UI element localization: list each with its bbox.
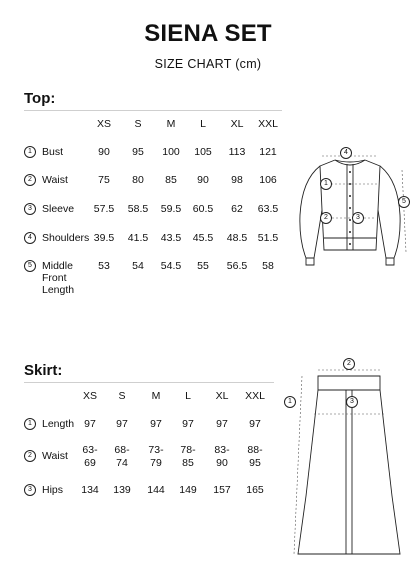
- top-section-rule: [24, 110, 282, 111]
- measurement-value: 39.5: [93, 232, 115, 244]
- page-subtitle: SIZE CHART (cm): [154, 57, 262, 71]
- measurement-value: 59.5: [160, 203, 182, 215]
- measurement-number: 1: [24, 418, 36, 430]
- measurement-number: 2: [24, 450, 36, 462]
- measurement-value: 97: [182, 418, 194, 430]
- measurement-value: 97: [84, 418, 96, 430]
- measurement-value: 121: [259, 146, 277, 158]
- measurement-value: 97: [216, 418, 228, 430]
- measurement-number: 4: [24, 232, 36, 244]
- measurement-value: 83- 90: [214, 444, 230, 469]
- measurement-value: 106: [259, 174, 277, 186]
- measurement-name: Bust: [42, 146, 64, 158]
- measurement-value: 90: [98, 146, 110, 158]
- measurement-value: 88- 95: [247, 444, 263, 469]
- measurement-value: 43.5: [160, 232, 182, 244]
- size-header: S: [118, 390, 126, 402]
- measurement-name: Middle Front Length: [42, 260, 75, 296]
- top-marker-4: 4: [340, 147, 352, 159]
- measurement-label: [24, 203, 82, 215]
- measurement-value: 75: [98, 174, 110, 186]
- measurement-value: 113: [228, 146, 246, 158]
- size-header: L: [185, 390, 191, 402]
- size-header: XS: [82, 390, 97, 402]
- skirt-section-title: Skirt:: [24, 362, 63, 379]
- measurement-name: Shoulders: [42, 232, 90, 244]
- measurement-value: 57.5: [93, 203, 115, 215]
- top-section-title: Top:: [24, 90, 56, 107]
- size-header: XL: [215, 390, 229, 402]
- top-marker-5: 5: [398, 196, 410, 208]
- size-header: L: [200, 118, 206, 130]
- size-header: XXL: [258, 118, 278, 130]
- skirt-marker-2: 2: [343, 358, 355, 370]
- measurement-value: 51.5: [257, 232, 279, 244]
- measurement-value: 134: [81, 484, 99, 496]
- size-header: XL: [230, 118, 244, 130]
- measurement-value: 55: [197, 260, 209, 272]
- size-header: XS: [96, 118, 111, 130]
- skirt-marker-3: 3: [346, 396, 358, 408]
- measurement-value: 105: [194, 146, 212, 158]
- measurement-name: Length: [42, 418, 75, 430]
- measurement-value: 58.5: [127, 203, 149, 215]
- measurement-value: 54.5: [160, 260, 182, 272]
- measurement-value: 58: [262, 260, 274, 272]
- measurement-value: 56.5: [226, 260, 248, 272]
- measurement-value: 60.5: [192, 203, 214, 215]
- measurement-value: 98: [231, 174, 243, 186]
- measurement-number: 1: [24, 146, 36, 158]
- measurement-label: [24, 174, 82, 186]
- measurement-number: 3: [24, 203, 36, 215]
- measurement-value: 90: [197, 174, 209, 186]
- top-garment-diagram: [290, 140, 410, 290]
- measurement-value: 97: [150, 418, 162, 430]
- measurement-name: Hips: [42, 484, 64, 496]
- measurement-value: 73- 79: [148, 444, 164, 469]
- size-header: M: [166, 118, 176, 130]
- measurement-value: 62: [231, 203, 243, 215]
- measurement-value: 149: [179, 484, 197, 496]
- top-marker-2: 2: [320, 212, 332, 224]
- size-header: M: [151, 390, 161, 402]
- measurement-value: 63.5: [257, 203, 279, 215]
- measurement-value: 165: [246, 484, 264, 496]
- measurement-value: 144: [147, 484, 165, 496]
- measurement-value: 68- 74: [114, 444, 130, 469]
- measurement-value: 54: [132, 260, 144, 272]
- measurement-value: 100: [162, 146, 180, 158]
- measurement-label: [24, 260, 82, 296]
- size-header: XXL: [245, 390, 265, 402]
- skirt-garment-diagram: [284, 366, 404, 566]
- page-title: SIENA SET: [144, 20, 272, 47]
- measurement-value: 80: [132, 174, 144, 186]
- measurement-number: 5: [24, 260, 36, 272]
- skirt-marker-1: 1: [284, 396, 296, 408]
- measurement-value: 139: [113, 484, 131, 496]
- measurement-value: 97: [116, 418, 128, 430]
- measurement-value: 48.5: [226, 232, 248, 244]
- measurement-value: 45.5: [192, 232, 214, 244]
- measurement-value: 41.5: [127, 232, 149, 244]
- measurement-value: 78- 85: [180, 444, 196, 469]
- measurement-value: 157: [213, 484, 231, 496]
- measurement-value: 97: [249, 418, 261, 430]
- measurement-label: [24, 232, 90, 244]
- measurement-value: 53: [98, 260, 110, 272]
- measurement-name: Waist: [42, 450, 68, 462]
- measurement-number: 3: [24, 484, 36, 496]
- skirt-section-rule: [24, 382, 274, 383]
- measurement-value: 63- 69: [82, 444, 98, 469]
- measurement-name: Sleeve: [42, 203, 75, 215]
- measurement-label: [24, 146, 82, 158]
- top-marker-3: 3: [352, 212, 364, 224]
- top-marker-1: 1: [320, 178, 332, 190]
- size-header: S: [134, 118, 142, 130]
- measurement-name: Waist: [42, 174, 68, 186]
- measurement-value: 95: [132, 146, 144, 158]
- measurement-number: 2: [24, 174, 36, 186]
- measurement-value: 85: [165, 174, 177, 186]
